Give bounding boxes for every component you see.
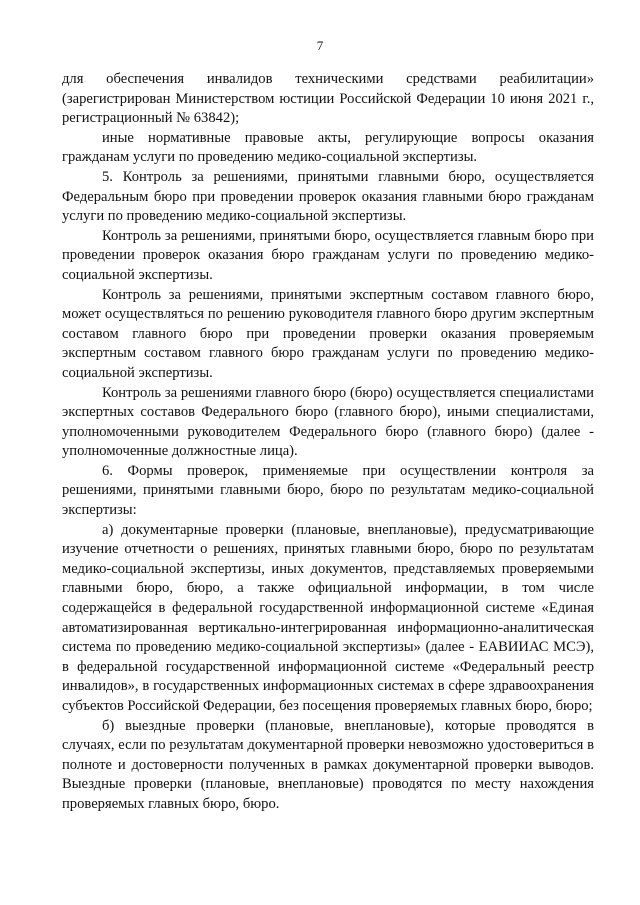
paragraph-4: Контроль за решениями, принятыми бюро, осуществляется главным бюро при проведении проверок оказания бюро гражданам услуги по проведению медико-социальной экспертизы. <box>62 227 594 283</box>
paragraph-5: Контроль за решениями, принятыми экспертным составом главного бюро, может осуществляться по решению руководителя главного бюро другим экспертным составом главного бюро при проведении проверки оказания проверяемым экспертным составом главного бюро гражданам услуги по проведению медико-социальной экспертизы. <box>62 286 594 381</box>
paragraph-2: иные нормативные правовые акты, регулирующие вопросы оказания гражданам услуги по проведению медико-социальной экспертизы. <box>62 129 594 166</box>
document-body <box>62 70 594 815</box>
paragraph-1: для обеспечения инвалидов техническими средствами реабилитации» (зарегистрирован Министерством юстиции Российской Федерации 10 июня 2021 г., регистрационный № 63842); <box>62 71 594 127</box>
paragraph-8: а) документарные проверки (плановые, внеплановые), предусматривающие изучение отчетности о решениях, принятых главными бюро, бюро по результатам медико-социальной экспертизы, иных документов, представляемых проверяемыми главными бюро, бюро, а также официальной информации, в том числе содержащейся в федеральной государственной информационной системе «Единая автоматизированная вертикально-интегрированная информационно-аналитическая система по проведению медико-социальной экспертизы» (далее - ЕАВИИАС МСЭ), в федеральной государственной информационной системе «Федеральный реестр инвалидов», в государственных информационных системах в сфере здравоохранения субъектов Российской Федерации, без посещения проверяемых главных бюро, бюро; <box>62 521 594 714</box>
paragraph-3: 5. Контроль за решениями, принятыми главными бюро, осуществляется Федеральным бюро при проведении проверок оказания главными бюро гражданам услуги по проведению медико-социальной экспертизы. <box>62 168 594 225</box>
page-number: 7 <box>316 38 324 53</box>
paragraph-6: Контроль за решениями главного бюро (бюро) осуществляется специалистами экспертных составов Федерального бюро (главного бюро), иными специалистами, уполномоченными руководителем Федерального бюро (главного бюро) (далее - уполномоченные должностные лица). <box>62 384 594 460</box>
paragraph-9: б) выездные проверки (плановые, внеплановые), которые проводятся в случаях, если по результатам документарной проверки невозможно удостовериться в полноте и достоверности полученных в рамках документарной проверки выводов. Выездные проверки (плановые, внеплановые) проводятся по месту нахождения проверяемых главных бюро, бюро. <box>62 717 594 812</box>
paragraph-7: 6. Формы проверок, применяемые при осуществлении контроля за решениями, принятыми главными бюро, бюро по результатам медико-социальной экспертизы: <box>62 462 594 519</box>
